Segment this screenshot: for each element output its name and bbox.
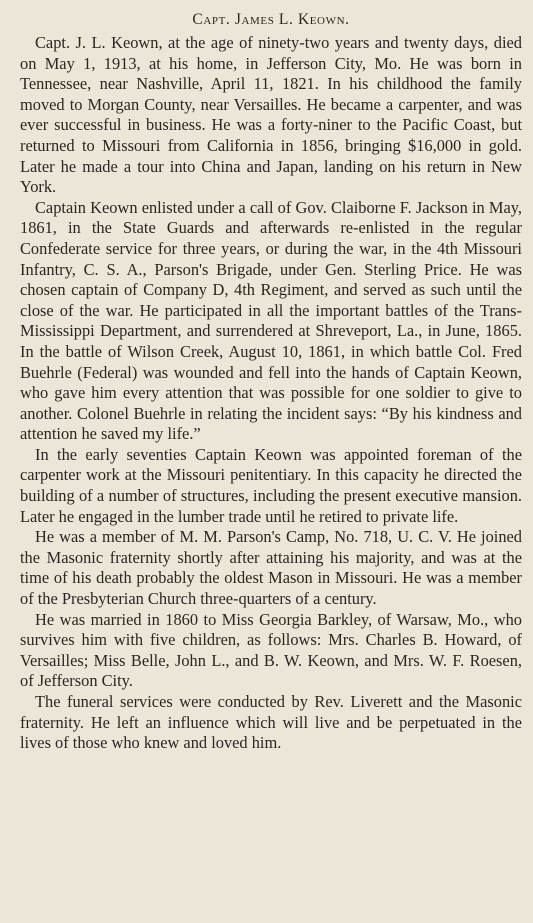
paragraph-military-service: Captain Keown enlisted under a call of Gov. Claiborne F. Jackson in May, 1861, in the State Guards and afterwards re-enlisted in the regular Confederate service for three years, or during the war, in the 4th Missouri Infantry, C. S. A., Parson's Brigade, under Gen. Sterling Price. He was chosen captain of Company D, 4th Regiment, and served as such until the close of the war. He participated in all the important battles of the Trans-Mississippi Department, and surrendered at Shreveport, La., in June, 1865. In the battle of Wilson Creek, August 10, 1861, in which battle Col. Fred Buehrle (Federal) was wounded and fell into the hands of Captain Keown, who gave him every attention that was possible for one soldier to give to another. Colonel Buehrle in relating the incident says: “By his kindness and attention he saved my life.” [20, 197, 522, 444]
paragraph-funeral: The funeral services were conducted by Rev. Liverett and the Masonic fraternity. He left an influence which will live and be perpetuated in the lives of those who knew and loved him. [20, 692, 522, 753]
paragraph-penitentiary-work: In the early seventies Captain Keown was appointed foreman of the carpenter work at the Missouri penitentiary. In this capacity he directed the building of a number of structures, including the present executive mansion. Later he engaged in the lumber trade until he retired to private life. [20, 444, 522, 526]
article-title: Capt. James L. Keown. [192, 11, 350, 28]
paragraph-biography: Capt. J. L. Keown, at the age of ninety-two years and twenty days, died on May 1, 1913, at his home, in Jefferson City, Mo. He was born in Tennessee, near Nashville, April 11, 1821. In his childhood the family moved to Morgan County, near Versailles. He became a carpenter, and was ever successful in business. He was a forty-niner to the Pacific Coast, but returned to Missouri from California in 1856, bringing $16,000 in gold. Later he made a tour into China and Japan, landing on his return in New York. [20, 33, 522, 197]
paragraph-memberships: He was a member of M. M. Parson's Camp, No. 718, U. C. V. He joined the Masonic fraternity shortly after attaining his majority, and was at the time of his death probably the oldest Mason in Missouri. He was a member of the Presbyterian Church three-quarters of a century. [20, 527, 522, 609]
paragraph-family: He was married in 1860 to Miss Georgia Barkley, of Warsaw, Mo., who survives him with five children, as follows: Mrs. Charles B. Howard, of Versailles; Miss Belle, John L., and B. W. Keown, and Mrs. W. F. Roesen, of Jefferson City. [20, 609, 522, 691]
